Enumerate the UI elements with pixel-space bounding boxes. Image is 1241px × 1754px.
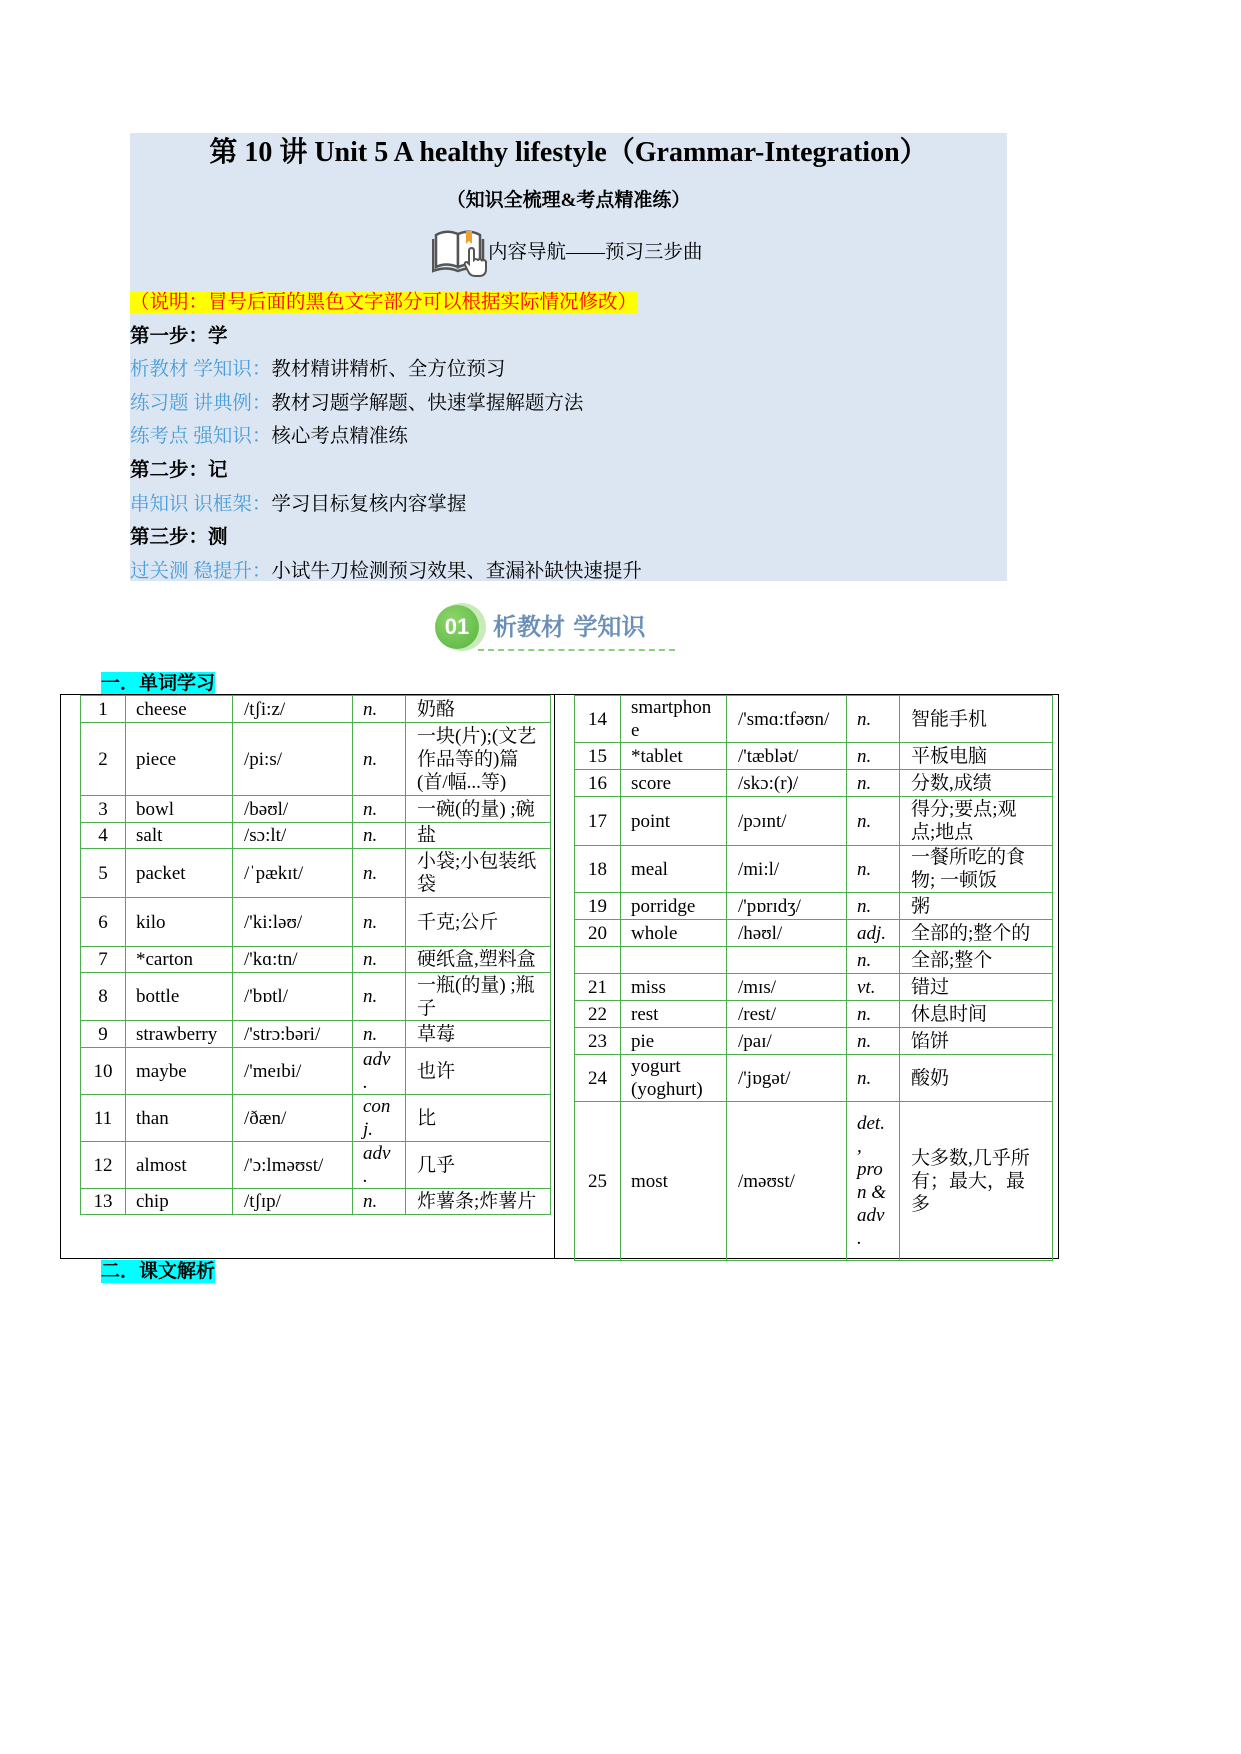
vocab-phonetic-cell: /'ki:ləʊ/ <box>233 898 353 947</box>
vocab-meaning-cell: 粥 <box>900 893 1053 920</box>
vocab-word-cell: than <box>126 1095 233 1142</box>
vocab-pos-cell: n. <box>353 849 406 898</box>
vocab-phonetic-cell: /tʃi:z/ <box>233 696 353 723</box>
vocab-table-body <box>81 696 551 1215</box>
step-list <box>130 286 1007 588</box>
vocab-meaning-cell: 一餐所吃的食物; 一顿饭 <box>900 846 1053 893</box>
vocab-word-cell: almost <box>126 1142 233 1189</box>
vocab-row <box>575 1055 1053 1102</box>
vocab-meaning-cell: 酸奶 <box>900 1055 1053 1102</box>
vocab-meaning-cell: 奶酪 <box>406 696 551 723</box>
vocab-word-cell: salt <box>126 823 233 849</box>
vocab-word-cell: *tablet <box>621 743 727 770</box>
vocab-word-cell: whole <box>621 920 727 947</box>
vocab-no-cell: 17 <box>575 797 621 846</box>
vocab-meaning-cell: 大多数,几乎所有；最大，最多 <box>900 1102 1053 1261</box>
vocab-pos-cell: conj. <box>353 1095 406 1142</box>
vocab-word-cell: chip <box>126 1189 233 1215</box>
vocab-meaning-cell: 小袋;小包装纸袋 <box>406 849 551 898</box>
step-item <box>130 488 1007 522</box>
vocab-pos-cell: n. <box>353 696 406 723</box>
vocab-phonetic-cell: /paɪ/ <box>727 1028 847 1055</box>
vocab-row <box>81 1189 551 1215</box>
vocab-no-cell: 21 <box>575 974 621 1001</box>
vocab-row <box>575 974 1053 1001</box>
vocab-meaning-cell: 平板电脑 <box>900 743 1053 770</box>
vocab-word-cell: kilo <box>126 898 233 947</box>
vocab-word-cell: yogurt (yoghurt) <box>621 1055 727 1102</box>
section-heading-vocabulary: 一．单词学习 <box>101 673 216 694</box>
vocab-meaning-cell: 硬纸盒,塑料盒 <box>406 947 551 973</box>
step-item-label: 析教材 学知识： <box>130 359 272 381</box>
vocab-word-cell: porridge <box>621 893 727 920</box>
vocab-phonetic-cell: /mi:l/ <box>727 846 847 893</box>
page-subtitle: （知识全梳理&考点精准练） <box>446 190 691 211</box>
step-item <box>130 420 1007 454</box>
step-item-text: 核心考点精准练 <box>271 426 408 448</box>
nav-label: 内容导航——预习三步曲 <box>488 242 703 263</box>
vocab-no-cell: 13 <box>81 1189 126 1215</box>
vocab-row <box>81 1095 551 1142</box>
vocab-row <box>575 846 1053 893</box>
vocab-meaning-cell: 草莓 <box>406 1021 551 1048</box>
vocab-row <box>81 823 551 849</box>
vocab-row <box>575 743 1053 770</box>
step-item-text: 教材习题学解题、快速掌握解题方法 <box>271 392 584 414</box>
vocab-row <box>575 893 1053 920</box>
vocab-phonetic-cell: /həʊl/ <box>727 920 847 947</box>
vocab-row <box>575 1102 1053 1261</box>
vocab-word-cell <box>621 947 727 974</box>
vocab-word-cell: score <box>621 770 727 797</box>
vocab-meaning-cell: 馅饼 <box>900 1028 1053 1055</box>
vocab-pos-cell: det., pron & adv. <box>847 1102 900 1261</box>
vocab-pos-cell: adj. <box>847 920 900 947</box>
vocab-meaning-cell: 休息时间 <box>900 1001 1053 1028</box>
section-number: 01 <box>444 614 470 639</box>
vocab-phonetic-cell: /bəʊl/ <box>233 796 353 823</box>
step-item-label: 练考点 强知识： <box>130 426 272 448</box>
step-item <box>130 353 1007 387</box>
vocab-meaning-cell: 分数,成绩 <box>900 770 1053 797</box>
vocab-meaning-cell: 得分;要点;观点;地点 <box>900 797 1053 846</box>
vocab-no-cell: 25 <box>575 1102 621 1261</box>
vocab-word-cell: piece <box>126 723 233 796</box>
step-item <box>130 555 1007 589</box>
vocab-phonetic-cell: /sɔ:lt/ <box>233 823 353 849</box>
page-title: 第 10 讲 Unit 5 A healthy lifestyle（Grammar-Integration） <box>209 137 928 168</box>
edit-note: （说明：冒号后面的黑色文字部分可以根据实际情况修改） <box>130 292 638 313</box>
vocab-row <box>81 898 551 947</box>
vocab-pos-cell: n. <box>847 770 900 797</box>
vocab-pos-cell: n. <box>847 947 900 974</box>
vocab-word-cell: bowl <box>126 796 233 823</box>
vocab-meaning-cell: 一块(片);(文艺作品等的)篇(首/幅...等) <box>406 723 551 796</box>
vocab-row <box>81 696 551 723</box>
vocab-word-cell: rest <box>621 1001 727 1028</box>
vocab-meaning-cell: 一碗(的量) ;碗 <box>406 796 551 823</box>
vocab-word-cell: meal <box>621 846 727 893</box>
vocab-pos-cell: n. <box>353 898 406 947</box>
section-number-badge <box>435 605 479 649</box>
vocab-row <box>575 947 1053 974</box>
vocab-phonetic-cell: /'bɒtl/ <box>233 973 353 1021</box>
vocab-pos-cell: adv. <box>353 1142 406 1189</box>
step-item-label: 串知识 识框架： <box>130 493 272 515</box>
vocab-row <box>575 696 1053 743</box>
vocab-meaning-cell: 全部;整个 <box>900 947 1053 974</box>
vocab-no-cell: 19 <box>575 893 621 920</box>
vocab-phonetic-cell: /pi:s/ <box>233 723 353 796</box>
vocab-phonetic-cell: /'strɔ:bəri/ <box>233 1021 353 1048</box>
dashed-underline <box>478 649 675 651</box>
vocab-phonetic-cell: /'tæblət/ <box>727 743 847 770</box>
vocab-meaning-cell: 炸薯条;炸薯片 <box>406 1189 551 1215</box>
vocab-meaning-cell: 比 <box>406 1095 551 1142</box>
header-box <box>130 133 1007 581</box>
vocab-word-cell: point <box>621 797 727 846</box>
vocab-word-cell: cheese <box>126 696 233 723</box>
vocab-meaning-cell: 一瓶(的量) ;瓶子 <box>406 973 551 1021</box>
step-item-text: 教材精讲精析、全方位预习 <box>271 359 506 381</box>
vocab-pos-cell: n. <box>353 1189 406 1215</box>
vocab-row <box>575 770 1053 797</box>
vocab-row <box>81 1021 551 1048</box>
vocab-no-cell: 10 <box>81 1048 126 1095</box>
vocab-pos-cell: n. <box>847 1055 900 1102</box>
vocab-no-cell: 23 <box>575 1028 621 1055</box>
vocab-phonetic-cell: /ðæn/ <box>233 1095 353 1142</box>
vocab-phonetic-cell: /skɔ:(r)/ <box>727 770 847 797</box>
vocab-meaning-cell: 千克;公斤 <box>406 898 551 947</box>
vocab-no-cell: 4 <box>81 823 126 849</box>
vocab-phonetic-cell: /'kɑ:tn/ <box>233 947 353 973</box>
vocab-word-cell: most <box>621 1102 727 1261</box>
vocab-phonetic-cell: /'smɑ:tfəʊn/ <box>727 696 847 743</box>
vocab-no-cell: 16 <box>575 770 621 797</box>
vocab-word-cell: smartphone <box>621 696 727 743</box>
vocab-word-cell: bottle <box>126 973 233 1021</box>
vocab-phonetic-cell: /mɪs/ <box>727 974 847 1001</box>
step-heading: 第一步：学 <box>130 325 228 347</box>
vocab-row <box>575 1001 1053 1028</box>
book-icon <box>432 225 488 277</box>
vocab-word-cell: strawberry <box>126 1021 233 1048</box>
vocab-row <box>575 1028 1053 1055</box>
vocab-phonetic-cell: /'jɒgət/ <box>727 1055 847 1102</box>
vocab-meaning-cell: 全部的;整个的 <box>900 920 1053 947</box>
vocab-meaning-cell: 也许 <box>406 1048 551 1095</box>
vocab-no-cell: 20 <box>575 920 621 947</box>
vocab-table-right <box>574 695 1053 1261</box>
step-item-label: 练习题 讲典例： <box>130 392 272 414</box>
vocab-word-cell: packet <box>126 849 233 898</box>
step-item-label: 过关测 稳提升： <box>130 560 272 582</box>
step-item <box>130 387 1007 421</box>
vocab-no-cell: 3 <box>81 796 126 823</box>
vocab-pos-cell: n. <box>353 947 406 973</box>
step-item-text: 小试牛刀检测预习效果、查漏补缺快速提升 <box>271 560 642 582</box>
vocab-word-cell: miss <box>621 974 727 1001</box>
vocab-pos-cell: n. <box>353 723 406 796</box>
step-heading: 第二步：记 <box>130 459 228 481</box>
vocab-row <box>81 973 551 1021</box>
vocab-row <box>81 723 551 796</box>
vocab-pos-cell: n. <box>847 893 900 920</box>
vocab-meaning-cell: 智能手机 <box>900 696 1053 743</box>
vocab-no-cell: 12 <box>81 1142 126 1189</box>
step-heading: 第三步：测 <box>130 527 228 549</box>
note-line <box>130 286 1007 320</box>
vocab-phonetic-cell: /'ɔ:lməʊst/ <box>233 1142 353 1189</box>
vocab-phonetic-cell: /'meɪbi/ <box>233 1048 353 1095</box>
vocab-phonetic-cell: /pɔɪnt/ <box>727 797 847 846</box>
vocab-pos-cell: n. <box>353 973 406 1021</box>
vocab-no-cell: 7 <box>81 947 126 973</box>
step-item-text: 学习目标复核内容掌握 <box>271 493 467 515</box>
vocab-word-cell: pie <box>621 1028 727 1055</box>
vocab-no-cell <box>575 947 621 974</box>
section-heading-text-analysis: 二．课文解析 <box>101 1261 216 1282</box>
vocab-phonetic-cell <box>727 947 847 974</box>
vocab-meaning-cell: 错过 <box>900 974 1053 1001</box>
vocab-phonetic-cell: /'pɒrɪdʒ/ <box>727 893 847 920</box>
vocab-row <box>575 797 1053 846</box>
vocab-no-cell: 1 <box>81 696 126 723</box>
vocab-word-cell: *carton <box>126 947 233 973</box>
vocab-pos-cell: n. <box>847 797 900 846</box>
vocab-phonetic-cell: /ˈpækɪt/ <box>233 849 353 898</box>
vocab-phonetic-cell: /məʊst/ <box>727 1102 847 1261</box>
vocab-meaning-cell: 盐 <box>406 823 551 849</box>
vocab-no-cell: 8 <box>81 973 126 1021</box>
vocab-no-cell: 2 <box>81 723 126 796</box>
vocab-no-cell: 5 <box>81 849 126 898</box>
section-badge-title: 析教材 学知识 <box>493 613 646 641</box>
vocab-no-cell: 24 <box>575 1055 621 1102</box>
vocab-row <box>575 920 1053 947</box>
vocab-pos-cell: n. <box>847 1001 900 1028</box>
vocab-pos-cell: n. <box>847 696 900 743</box>
vocab-phonetic-cell: /rest/ <box>727 1001 847 1028</box>
vocab-no-cell: 9 <box>81 1021 126 1048</box>
vocab-pos-cell: n. <box>847 846 900 893</box>
vocab-pos-cell: vt. <box>847 974 900 1001</box>
vocab-pos-cell: n. <box>847 743 900 770</box>
vocab-pos-cell: n. <box>847 1028 900 1055</box>
vocab-row <box>81 849 551 898</box>
vocab-pos-cell: n. <box>353 1021 406 1048</box>
vocab-row <box>81 947 551 973</box>
vocab-pos-cell: n. <box>353 796 406 823</box>
vocab-pos-cell: adv. <box>353 1048 406 1095</box>
vocab-word-cell: maybe <box>126 1048 233 1095</box>
vocab-row <box>81 1142 551 1189</box>
vocab-no-cell: 15 <box>575 743 621 770</box>
vocab-phonetic-cell: /tʃɪp/ <box>233 1189 353 1215</box>
vocab-no-cell: 22 <box>575 1001 621 1028</box>
vocab-row <box>81 1048 551 1095</box>
vocab-table-left <box>80 695 551 1215</box>
vocab-meaning-cell: 几乎 <box>406 1142 551 1189</box>
vocab-no-cell: 18 <box>575 846 621 893</box>
vocab-pos-cell: n. <box>353 823 406 849</box>
vocab-row <box>81 796 551 823</box>
vocab-table-body <box>575 696 1053 1261</box>
vocab-no-cell: 11 <box>81 1095 126 1142</box>
vocab-table-divider <box>554 694 555 1259</box>
vocab-no-cell: 14 <box>575 696 621 743</box>
vocab-no-cell: 6 <box>81 898 126 947</box>
